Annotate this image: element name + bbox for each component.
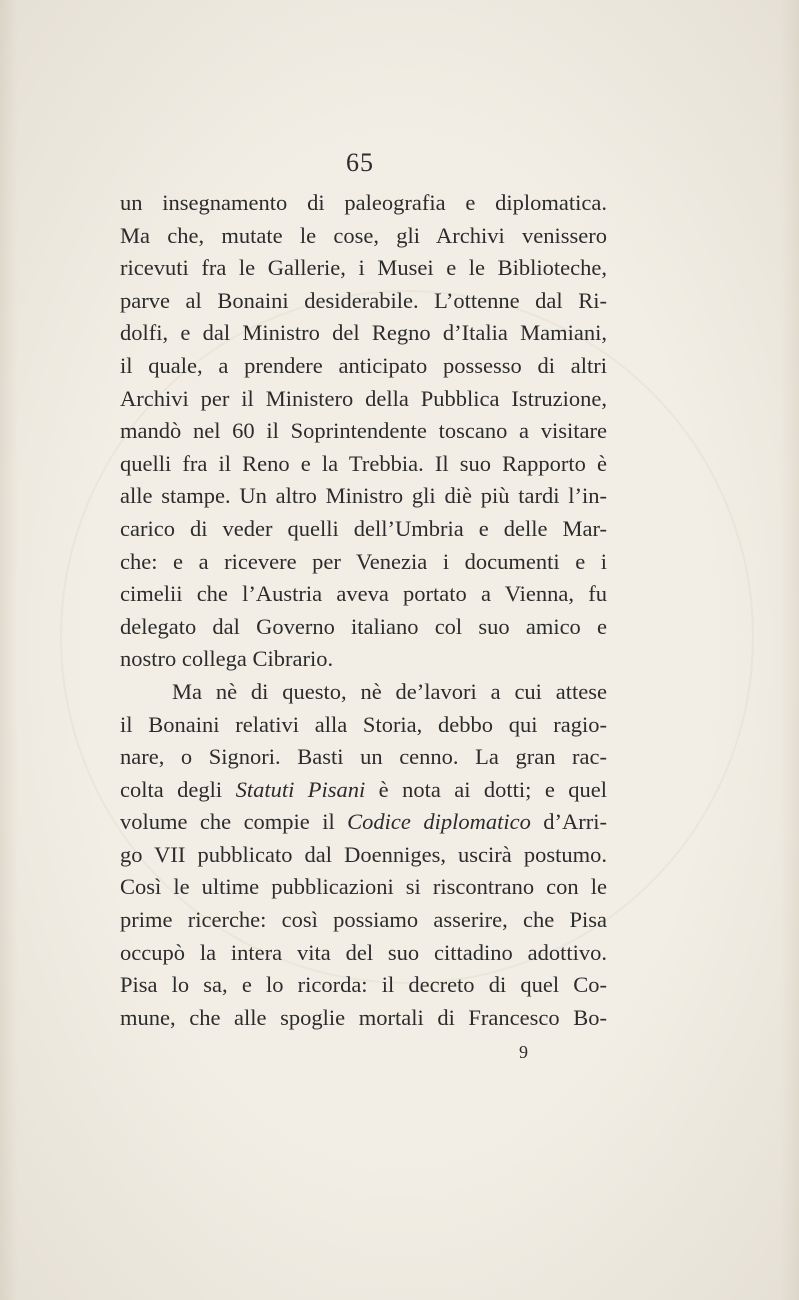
text-line: alle stampe. Un altro Ministro gli diè più tardi l’in- [120,483,607,509]
text-line: Ma che, mutate le cose, gli Archivi venissero [120,222,607,248]
text-line: carico di veder quelli dell’Umbria e delle Mar- [120,515,607,541]
text-line: nare, o Signori. Basti un cenno. La gran rac- [120,744,607,770]
text-line: Archivi per il Ministero della Pubblica Istruzione, [120,385,607,411]
text-line: delegato dal Governo italiano col suo amico e [120,613,607,639]
text-fragment: volume che compie il [120,809,348,835]
text-line: parve al Bonaini desiderabile. L’ottenne dal Ri- [120,287,607,313]
text-fragment: d’Arri- [530,809,607,835]
text-line: il quale, a prendere anticipato possesso di altri [120,352,607,378]
text-line: Pisa lo sa, e lo ricorda: il decreto di quel Co- [120,972,607,998]
body-text [120,187,607,1034]
text-line [120,806,607,839]
text-line: mune, che alle spoglie mortali di Francesco Bo- [120,1004,607,1030]
text-fragment: colta degli [120,776,236,802]
signature-mark: 9 [519,1042,528,1062]
text-line: che: e a ricevere per Venezia i documenti e i [120,548,607,574]
italic-title-statuti-pisani: Statuti Pisani [235,776,366,802]
text-line: nostro collega Cibrario. [120,646,334,672]
text-line: dolfi, e dal Ministro del Regno d’Italia Mamiani, [120,320,607,346]
paragraph-start-line: Ma nè di questo, nè de’lavori a cui attese [172,678,607,704]
text-line: un insegnamento di paleografia e diplomatica. [120,190,607,215]
text-fragment: è nota ai dotti; e quel [365,776,607,802]
text-line: quelli fra il Reno e la Trebbia. Il suo Rapporto è [120,450,607,476]
text-line: ricevuti fra le Gallerie, i Musei e le Biblioteche, [120,255,607,281]
italic-title-codice-diplomatico: Codice diplomatico [347,809,531,835]
text-line [120,774,607,807]
text-line: prime ricerche: così possiamo asserire, che Pisa [120,907,607,933]
text-line: mandò nel 60 il Soprintendente toscano a visitare [120,418,607,444]
page-number: 65 [346,148,374,177]
text-line: Così le ultime pubblicazioni si riscontrano con le [120,874,607,900]
text-line: cimelii che l’Austria aveva portato a Vienna, fu [120,581,607,607]
text-line: il Bonaini relativi alla Storia, debbo qui ragio- [120,711,607,737]
text-line: go VII pubblicato dal Doenniges, uscirà postumo. [120,841,607,867]
text-line: occupò la intera vita del suo cittadino adottivo. [120,939,607,965]
